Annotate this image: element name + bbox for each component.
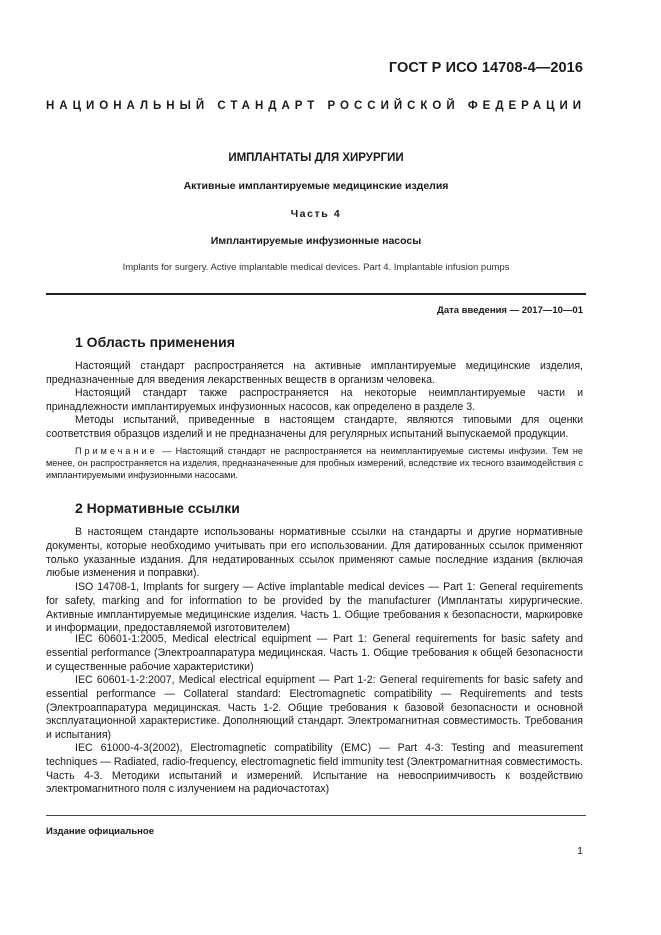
- section-1-note: [46, 445, 583, 482]
- footer-divider: [46, 815, 586, 816]
- part-title: Имплантируемые инфузионные насосы: [210, 235, 422, 247]
- normative-reference: IEC 60601-1:2005, Medical electrical equipment — Part 1: General requirements for basic safety and essential performance (Электроаппаратура медицинская. Часть 1. Общие требования к общей безопасности и существенные рабочие характеристики): [46, 633, 583, 673]
- part-number: Часть 4: [290, 208, 342, 220]
- standard-code: ГОСТ Р ИСО 14708-4—2016: [388, 60, 583, 76]
- section-2-paragraph: В настоящем стандарте использованы нормативные ссылки на стандарты и другие нормативные документы, которые необходимо учитывать при его использовании. Для датированных ссылок применяют только указанные издания. Для недатированных ссылок применяют самые последние издания (включая любые изменения и поправки).: [46, 526, 583, 580]
- normative-reference: ISO 14708-1, Implants for surgery — Active implantable medical devices — Part 1: General requirements for safety, marking and for information to be provided by the manufacturer (Имплантаты хирургические. Активные имплантируемые медицинские изделия. Часть 1. Общие требования к безопасности, маркировке и информации, предоставляемой изготовителем): [46, 581, 583, 635]
- normative-reference: IEC 61000-4-3(2002), Electromagnetic compatibility (EMC) — Part 4-3: Testing and measurement techniques — Radiated, radio-frequency, electromagnetic field immunity test (Электромагнитная совместимость. Часть 4-3. Методики испытаний и измерений. Испытание на невосприимчивость к воздействию электромагнитного поля с излучением на радиочастотах): [46, 742, 583, 796]
- national-standard-banner: НАЦИОНАЛЬНЫЙ СТАНДАРТ РОССИЙСКОЙ ФЕДЕРАЦИИ: [46, 100, 587, 112]
- document-subtitle: Активные имплантируемые медицинские изделия: [183, 180, 449, 192]
- english-title: Implants for surgery. Active implantable medical devices. Part 4. Implantable infusion pumps: [122, 262, 510, 273]
- note-label: Примечание: [75, 446, 158, 456]
- section-1-heading: 1 Область применения: [75, 334, 235, 350]
- section-1-paragraph: Настоящий стандарт также распространяется на некоторые неимплантируемые части и принадлежности имплантируемых инфузионных насосов, как определено в разделе 3.: [46, 387, 583, 413]
- normative-reference: IEC 60601-1-2:2007, Medical electrical equipment — Part 1-2: General requirements for basic safety and essential performance — Collateral standard: Electromagnetic compatibility — Requirements and tests (Электроаппаратура медицинская. Часть 1-2. Общие требования к базовой безопасности и основной эксплуатационной характеристике. Дополняющий стандарт. Электромагнитная совместимость. Требования и испытания): [46, 674, 583, 742]
- official-edition-label: Издание официальное: [46, 826, 154, 837]
- note-text: — Настоящий стандарт не распространяется на неимплантируемые системы инфузии. Тем не менее, он распространяется на изделия, предназначенные для пробных измерений, вследствие их тесного взаимодействия с имплантируемыми инфузионными насосами.: [46, 446, 583, 481]
- introduction-date: Дата введения — 2017—10—01: [437, 305, 583, 316]
- title-divider: [46, 293, 586, 295]
- section-1-paragraph: Настоящий стандарт распространяется на активные имплантируемые медицинские изделия, предназначенные для введения лекарственных веществ в организм человека.: [46, 360, 583, 386]
- section-1-paragraph: Методы испытаний, приведенные в настоящем стандарте, являются типовыми для оценки соответствия образцов изделий и не предназначены для регулярных испытаний выпускаемой продукции.: [46, 414, 583, 440]
- document-title: ИМПЛАНТАТЫ ДЛЯ ХИРУРГИИ: [228, 152, 404, 164]
- section-2-heading: 2 Нормативные ссылки: [75, 500, 240, 516]
- page-number: 1: [577, 845, 583, 857]
